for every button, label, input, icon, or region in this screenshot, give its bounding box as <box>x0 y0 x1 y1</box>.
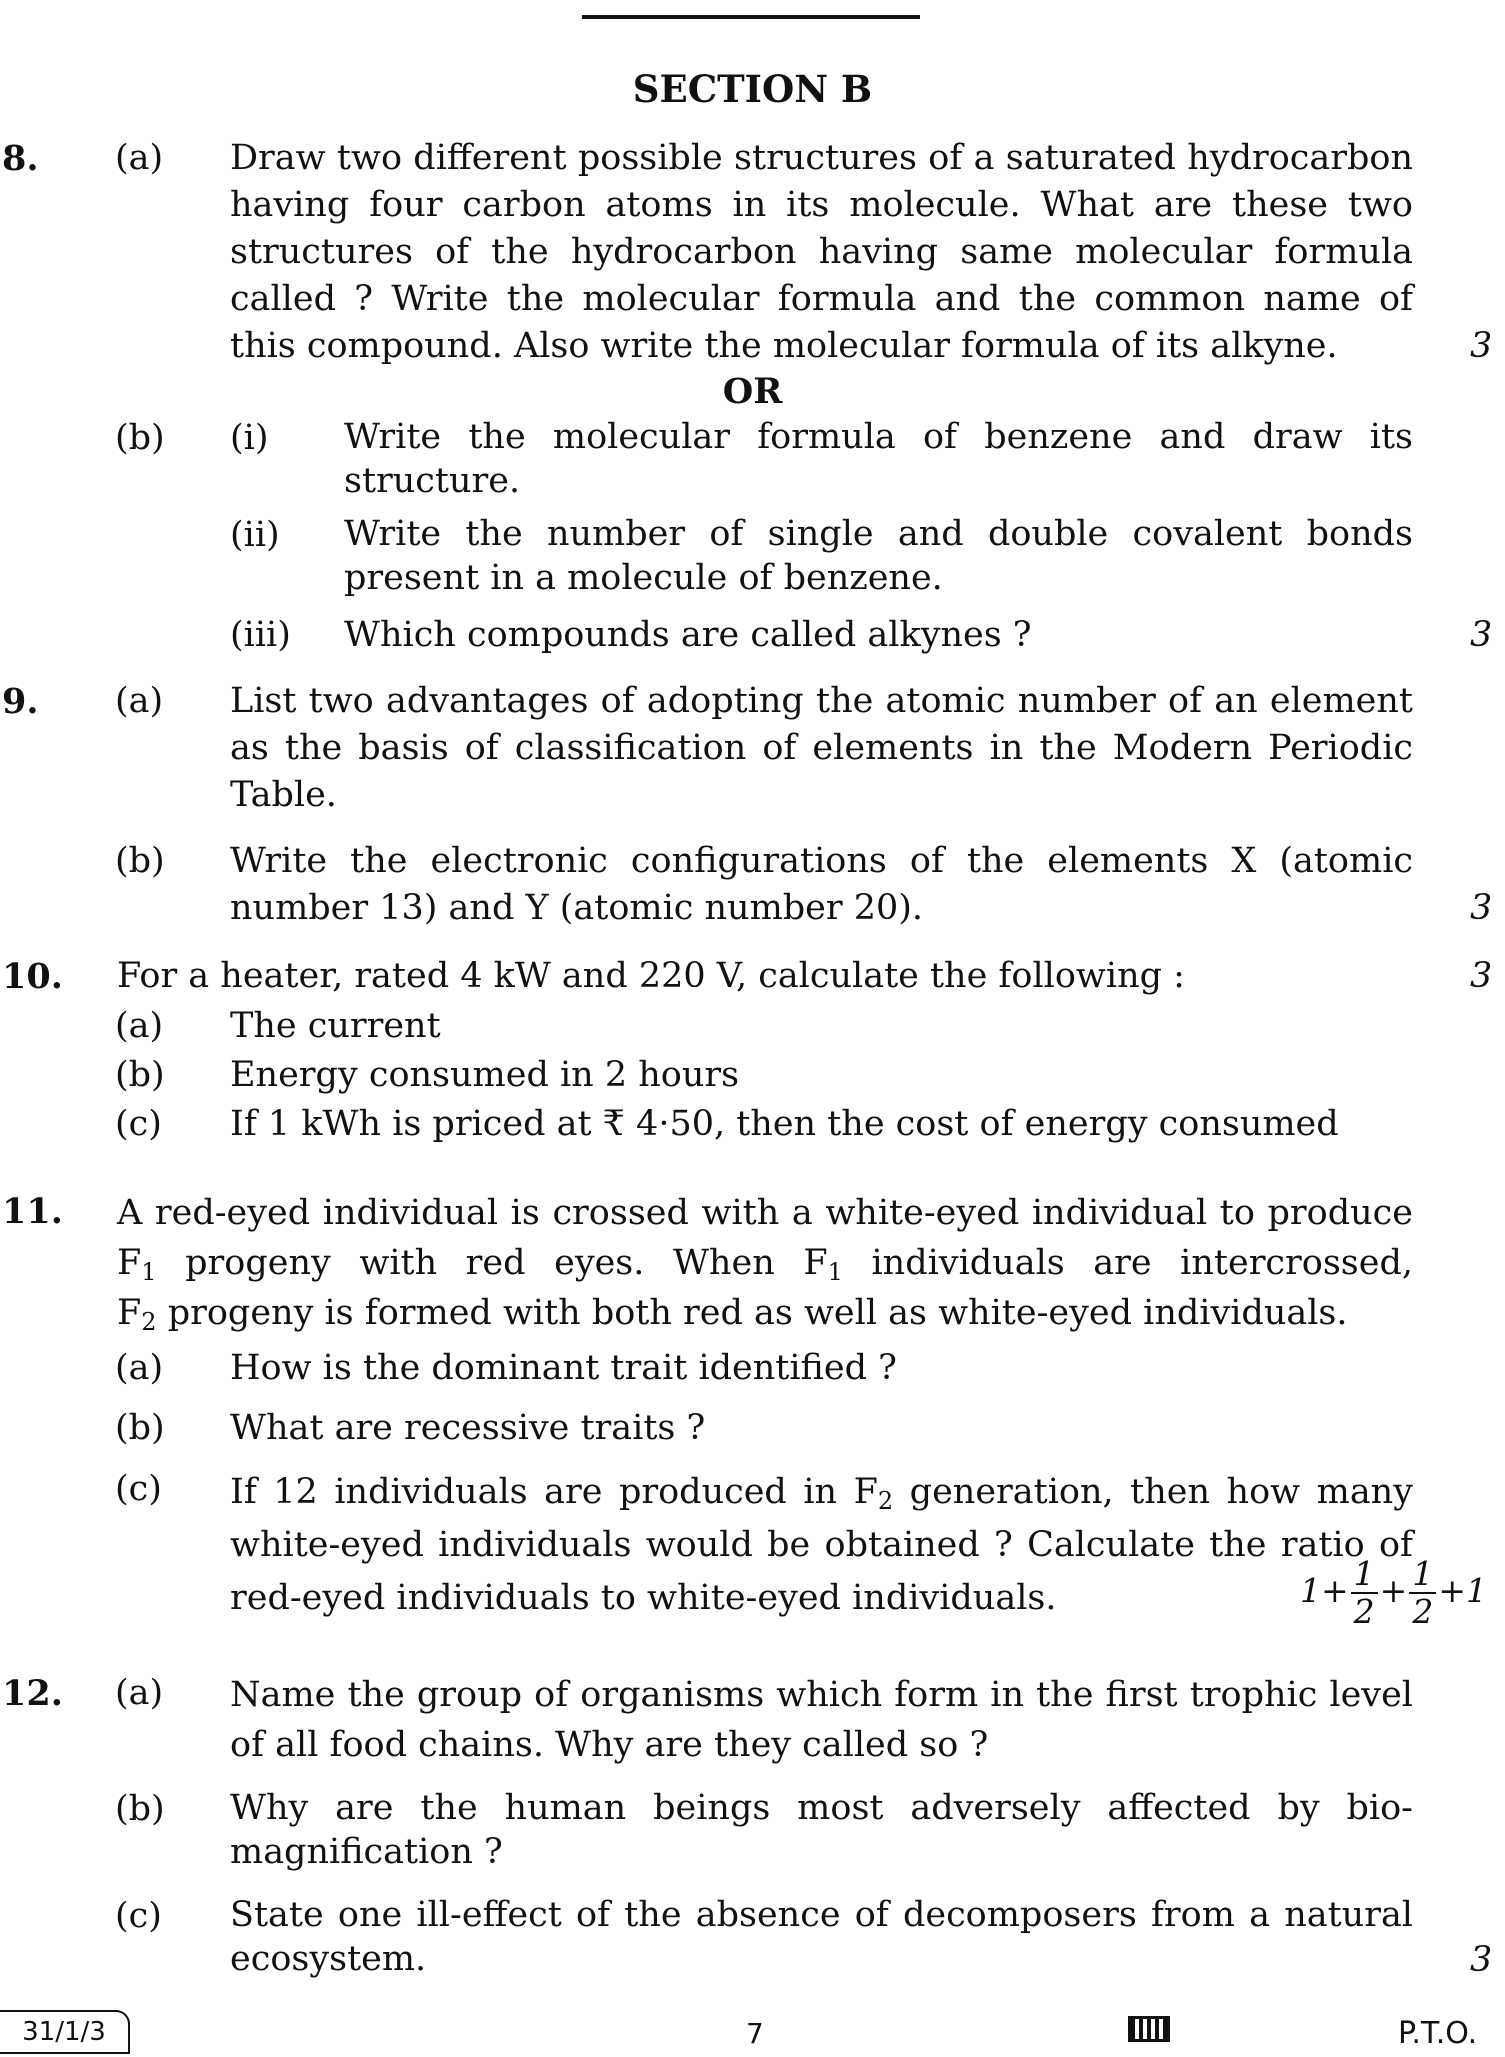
question-stem <box>117 1188 1413 1338</box>
paper-code: 31/1/3 <box>0 2010 130 2054</box>
subscript: 2 <box>141 1308 157 1336</box>
or-divider: OR <box>722 371 783 412</box>
question-number: 11. <box>2 1191 63 1232</box>
part-label: (a) <box>115 1673 164 1713</box>
question-text: Why are the human beings most adversely affected by bio-magnification ? <box>230 1788 1413 1872</box>
part-label: (b) <box>115 418 165 458</box>
marks: 3 <box>1470 615 1493 655</box>
text-line: white-eyed individuals would be obtained ? Calculate the ratio of <box>230 1525 1413 1565</box>
text-fragment: If 12 individuals are produced in F <box>230 1472 878 1512</box>
part-label: (c) <box>115 1896 162 1936</box>
question-text: How is the dominant trait identified ? <box>230 1348 897 1388</box>
text-fragment: F <box>117 1243 142 1283</box>
text-fragment: progeny is formed with both red as well as white-eyed individuals. <box>156 1293 1348 1333</box>
subpart-label: (i) <box>230 418 269 458</box>
marks: 3 <box>1470 1940 1493 1980</box>
fraction <box>1409 1556 1436 1630</box>
question-text: Name the group of organisms which form in the first trophic level of all food chains. Why are they called so ? <box>230 1675 1413 1765</box>
subscript: 1 <box>141 1258 157 1286</box>
part-label: (a) <box>115 1348 164 1388</box>
subpart-label: (iii) <box>230 615 291 655</box>
marks: 3 <box>1470 888 1493 928</box>
text-fragment: generation, then how many <box>893 1472 1413 1512</box>
question-text: List two advantages of adopting the atomic number of an element as the basis of classification of elements in the Modern Periodic Table. <box>230 681 1413 815</box>
text-line <box>230 1466 1413 1519</box>
question-text: Draw two different possible structures of a saturated hydrocarbon having four carbon atoms in its molecule. What are these two structures of the hydrocarbon having same molecular formula called ? Write the molecular formula and the common name of this compound. Also write the molecular formula of its alkyne. <box>230 138 1413 366</box>
marks <box>1300 1556 1487 1630</box>
question-text: What are recessive traits ? <box>230 1408 706 1448</box>
stem-line <box>117 1288 1413 1338</box>
part-label: (b) <box>115 1789 165 1829</box>
page-number: 7 <box>746 2017 764 2050</box>
question-text: Write the molecular formula of benzene and draw its structure. <box>344 417 1413 501</box>
part-label: (c) <box>115 1469 162 1509</box>
question-text: Write the number of single and double covalent bonds present in a molecule of benzene. <box>344 514 1413 598</box>
subscript: 1 <box>827 1258 843 1286</box>
text-fragment: progeny with red eyes. When <box>156 1243 804 1283</box>
text-fragment: F <box>803 1243 828 1283</box>
subpart-label: (ii) <box>230 515 280 555</box>
pto-label: P.T.O. <box>1398 2016 1478 2051</box>
text-fragment: individuals are intercrossed, <box>842 1243 1413 1283</box>
marks-part: +1 <box>1438 1571 1487 1610</box>
marks-part: + <box>1379 1571 1408 1610</box>
question-text: If 1 kWh is priced at ₹ 4·50, then the cost of energy consumed <box>230 1104 1339 1144</box>
question-stem: For a heater, rated 4 kW and 220 V, calculate the following : <box>117 956 1185 996</box>
part-label: (b) <box>115 1408 165 1448</box>
stem-line: A red-eyed individual is crossed with a white-eyed individual to produce <box>117 1193 1413 1233</box>
question-number: 12. <box>2 1673 63 1714</box>
question-number: 10. <box>2 956 63 997</box>
marks: 3 <box>1470 326 1493 366</box>
part-label: (a) <box>115 138 164 178</box>
fraction-numerator: 1 <box>1409 1556 1436 1594</box>
fraction <box>1351 1556 1378 1630</box>
question-text: State one ill-effect of the absence of decomposers from a natural ecosystem. <box>230 1895 1413 1979</box>
top-rule <box>582 15 920 19</box>
part-label: (c) <box>115 1104 162 1144</box>
part-label: (a) <box>115 1006 164 1046</box>
section-title: SECTION B <box>632 67 873 111</box>
question-number: 8. <box>2 138 39 179</box>
marks: 3 <box>1470 956 1493 996</box>
text-fragment: F <box>117 1293 142 1333</box>
part-label: (b) <box>115 1055 165 1095</box>
marks-part: 1+ <box>1300 1571 1349 1610</box>
question-text <box>230 1466 1413 1625</box>
stem-line <box>117 1238 1413 1288</box>
question-text: The current <box>230 1006 441 1046</box>
question-text: Energy consumed in 2 hours <box>230 1055 740 1095</box>
question-text: Write the electronic configurations of the elements X (atomic number 13) and Y (atomic number 20). <box>230 841 1413 928</box>
question-text: Which compounds are called alkynes ? <box>344 615 1032 655</box>
part-label: (b) <box>115 841 165 881</box>
question-number: 9. <box>2 681 39 722</box>
fraction-numerator: 1 <box>1351 1556 1378 1594</box>
fraction-denominator: 2 <box>1353 1592 1375 1631</box>
qr-code-icon <box>1128 2016 1170 2042</box>
text-line: red-eyed individuals to white-eyed individuals. <box>230 1578 1057 1618</box>
part-label: (a) <box>115 681 164 721</box>
fraction-denominator: 2 <box>1412 1592 1434 1631</box>
subscript: 2 <box>877 1487 894 1515</box>
